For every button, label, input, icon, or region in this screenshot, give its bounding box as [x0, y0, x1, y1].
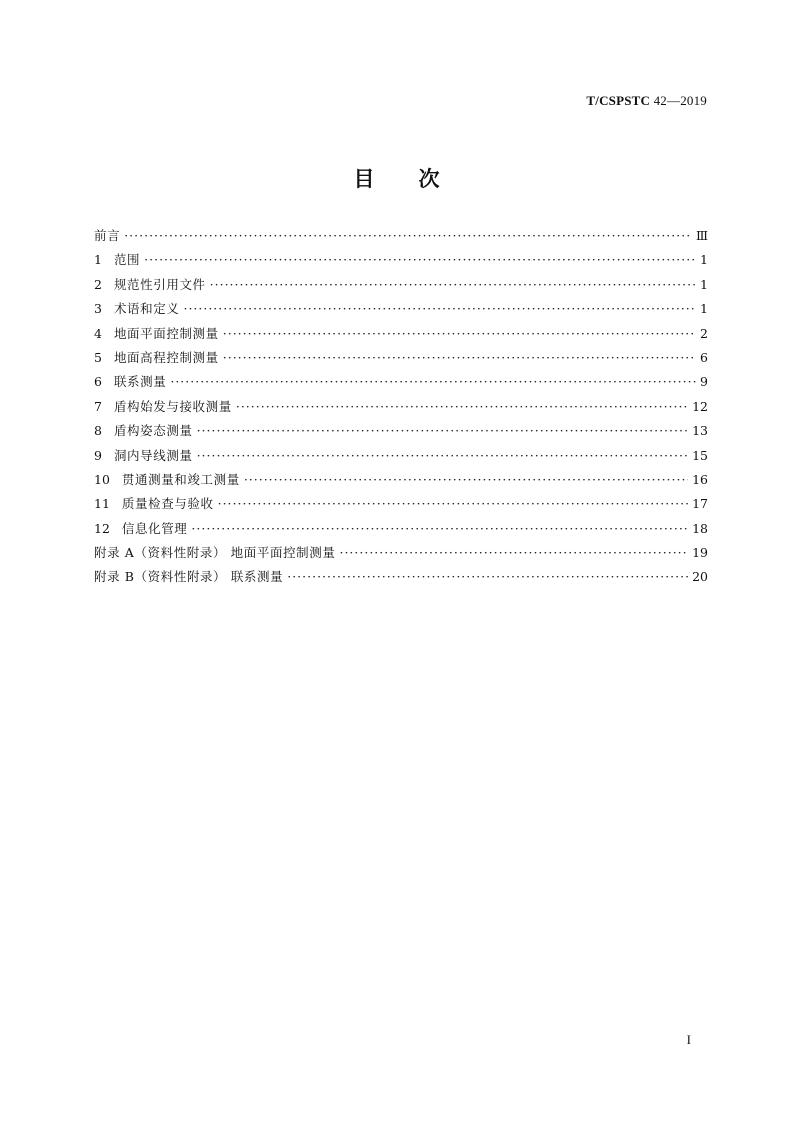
page-number: I — [686, 1032, 691, 1047]
toc-entry-label: 范围 — [113, 252, 141, 268]
toc-entry-page: 12 — [692, 398, 708, 414]
toc-entry-label: 洞内导线测量 — [113, 447, 193, 463]
toc-entry-7[interactable] — [94, 397, 708, 421]
toc-entry-number: 7 — [94, 398, 102, 414]
toc-leader — [223, 350, 696, 365]
toc-entry-4[interactable] — [94, 324, 708, 348]
toc-entry-number: 6 — [94, 374, 102, 390]
toc-entry-label: 术语和定义 — [113, 301, 180, 317]
standard-number: 42—2019 — [650, 93, 707, 108]
toc-entry-label: 信息化管理 — [121, 520, 188, 536]
table-of-contents — [94, 226, 708, 592]
toc-entry-number: 11 — [94, 496, 110, 512]
toc-leader — [124, 228, 692, 243]
toc-entry-label: 规范性引用文件 — [113, 276, 206, 292]
toc-entry-page: 1 — [700, 252, 708, 268]
toc-entry-page: 9 — [700, 374, 708, 390]
toc-entry-foreword[interactable] — [94, 226, 708, 250]
toc-entry-label: 地面平面控制测量 — [113, 325, 219, 341]
toc-entry-page: 6 — [700, 349, 708, 365]
toc-entry-number: 10 — [94, 471, 110, 487]
toc-leader — [210, 277, 696, 292]
toc-entry-1[interactable] — [94, 250, 708, 274]
toc-entry-label: 联系测量 — [113, 374, 167, 390]
toc-leader — [144, 252, 696, 267]
toc-leader — [339, 545, 688, 560]
toc-leader — [218, 496, 688, 511]
toc-entry-8[interactable] — [94, 421, 708, 445]
toc-entry-9[interactable] — [94, 446, 708, 470]
toc-entry-number: 3 — [94, 301, 102, 317]
toc-entry-5[interactable] — [94, 348, 708, 372]
toc-leader — [244, 472, 688, 487]
toc-leader — [236, 399, 688, 414]
toc-entry-number: 2 — [94, 276, 102, 292]
toc-entry-label: 盾构姿态测量 — [113, 423, 193, 439]
toc-entry-page: 18 — [692, 520, 708, 536]
toc-leader — [197, 448, 689, 463]
toc-entry-number: 4 — [94, 325, 102, 341]
toc-entry-12[interactable] — [94, 519, 708, 543]
toc-leader — [170, 374, 696, 389]
toc-leader — [183, 301, 696, 316]
toc-entry-appendix-b[interactable] — [94, 567, 708, 591]
toc-leader — [223, 326, 696, 341]
toc-entry-page: 19 — [692, 545, 708, 561]
toc-entry-page: 17 — [692, 496, 708, 512]
toc-entry-label: 地面高程控制测量 — [113, 349, 219, 365]
toc-entry-2[interactable] — [94, 275, 708, 299]
toc-entry-number: 1 — [94, 252, 102, 268]
toc-entry-label: 附录 A（资料性附录） 地面平面控制测量 — [94, 545, 336, 561]
toc-entry-number: 12 — [94, 520, 110, 536]
toc-entry-page: 13 — [692, 423, 708, 439]
toc-leader — [197, 423, 689, 438]
toc-leader — [287, 569, 688, 584]
toc-entry-6[interactable] — [94, 372, 708, 396]
toc-entry-page: 2 — [700, 325, 708, 341]
standard-code — [586, 93, 707, 109]
toc-entry-11[interactable] — [94, 494, 708, 518]
toc-entry-page: Ⅲ — [695, 228, 708, 243]
toc-entry-number: 5 — [94, 349, 102, 365]
toc-entry-page: 20 — [692, 569, 708, 585]
standard-prefix: T/CSPSTC — [586, 93, 651, 108]
toc-entry-page: 16 — [692, 471, 708, 487]
toc-entry-page: 1 — [700, 276, 708, 292]
toc-leader — [191, 521, 688, 536]
toc-entry-appendix-a[interactable] — [94, 543, 708, 567]
toc-entry-3[interactable] — [94, 299, 708, 323]
toc-entry-number: 9 — [94, 447, 102, 463]
toc-entry-label: 质量检查与验收 — [121, 496, 214, 512]
toc-entry-page: 1 — [700, 301, 708, 317]
toc-entry-page: 15 — [692, 447, 708, 463]
page-title: 目次 — [353, 167, 484, 191]
toc-entry-number: 8 — [94, 423, 102, 439]
toc-entry-label: 贯通测量和竣工测量 — [121, 471, 240, 487]
toc-entry-label: 附录 B（资料性附录） 联系测量 — [94, 569, 284, 585]
toc-entry-10[interactable] — [94, 470, 708, 494]
toc-entry-label: 盾构始发与接收测量 — [113, 398, 232, 414]
toc-entry-label: 前言 — [94, 228, 121, 243]
